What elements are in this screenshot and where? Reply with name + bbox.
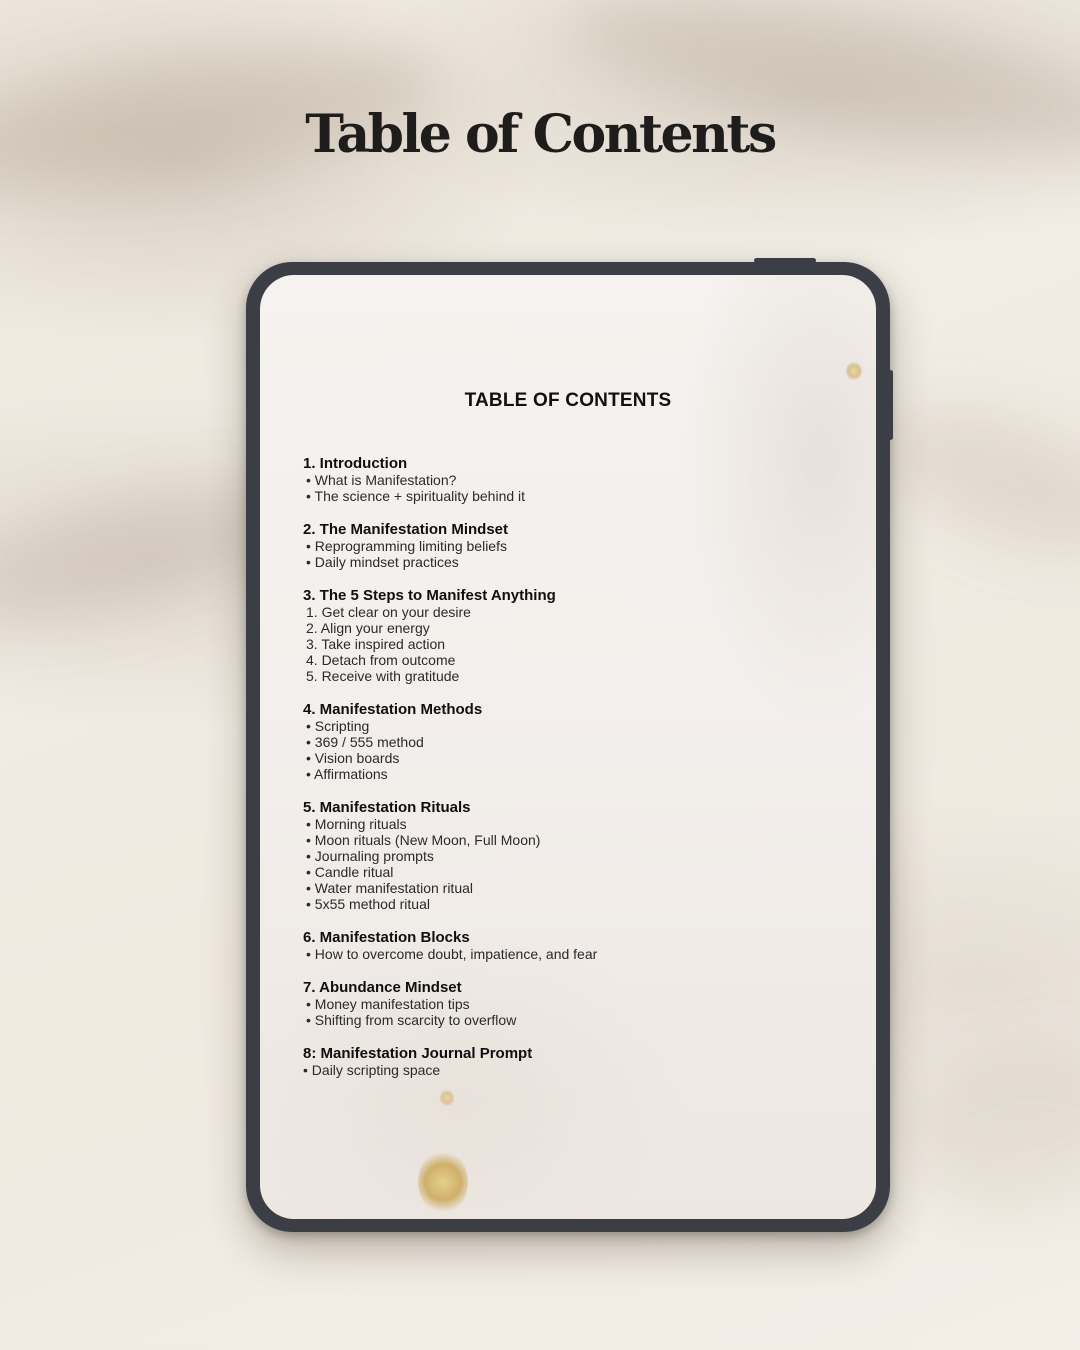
list-item: • Vision boards (306, 750, 400, 766)
toc-section (303, 979, 843, 1028)
list-item: 4. Detach from outcome (306, 652, 456, 668)
background-shadow (867, 379, 1080, 581)
list-item: • Shifting from scarcity to overflow (306, 1012, 517, 1028)
list-item: • Moon rituals (New Moon, Full Moon) (306, 832, 541, 848)
tablet-device (246, 262, 890, 1232)
section-heading: 3. The 5 Steps to Manifest Anything (303, 587, 556, 604)
section-heading: 1. Introduction (303, 455, 408, 472)
toc-section (303, 521, 843, 570)
gold-leaf-decoration (418, 1151, 468, 1213)
section-heading: 2. The Manifestation Mindset (303, 521, 509, 538)
list-item: 1. Get clear on your desire (306, 604, 471, 620)
list-item: • Affirmations (306, 766, 388, 782)
list-item: • 369 / 555 method (306, 734, 424, 750)
list-item: • How to overcome doubt, impatience, and fear (306, 946, 598, 962)
toc-section (303, 455, 843, 504)
list-item: 3. Take inspired action (306, 636, 446, 652)
list-item: • Morning rituals (306, 816, 407, 832)
section-heading: 5. Manifestation Rituals (303, 799, 471, 816)
gold-leaf-decoration (846, 361, 862, 381)
table-of-contents (303, 455, 843, 1095)
tablet-top-button (754, 258, 816, 263)
background-shadow (888, 1030, 1080, 1229)
toc-section (303, 587, 843, 684)
list-item: • Reprogramming limiting beliefs (306, 538, 507, 554)
page-title: Table of Contents (305, 104, 775, 165)
list-item: • Journaling prompts (306, 848, 434, 864)
list-item: • Candle ritual (306, 864, 394, 880)
list-item: • What is Manifestation? (306, 472, 457, 488)
list-item: • Scripting (306, 718, 370, 734)
tablet-side-button (888, 390, 893, 440)
section-heading: 7. Abundance Mindset (303, 979, 462, 996)
list-item: 5. Receive with gratitude (306, 668, 460, 684)
section-heading: 6. Manifestation Blocks (303, 929, 470, 946)
toc-section (303, 929, 843, 962)
list-item: • Money manifestation tips (306, 996, 470, 1012)
section-heading: 8: Manifestation Journal Prompt (303, 1045, 533, 1062)
list-item: • Daily scripting space (303, 1062, 441, 1078)
list-item: • 5x55 method ritual (306, 896, 430, 912)
toc-section (303, 799, 843, 912)
list-item: • The science + spirituality behind it (306, 488, 526, 504)
document-title: TABLE OF CONTENTS (464, 390, 672, 411)
toc-section (303, 701, 843, 782)
tablet-screen (260, 275, 876, 1219)
list-item: • Daily mindset practices (306, 554, 459, 570)
toc-section (303, 1045, 843, 1078)
list-item: • Water manifestation ritual (306, 880, 474, 896)
list-item: 2. Align your energy (306, 620, 430, 636)
section-heading: 4. Manifestation Methods (303, 701, 483, 718)
